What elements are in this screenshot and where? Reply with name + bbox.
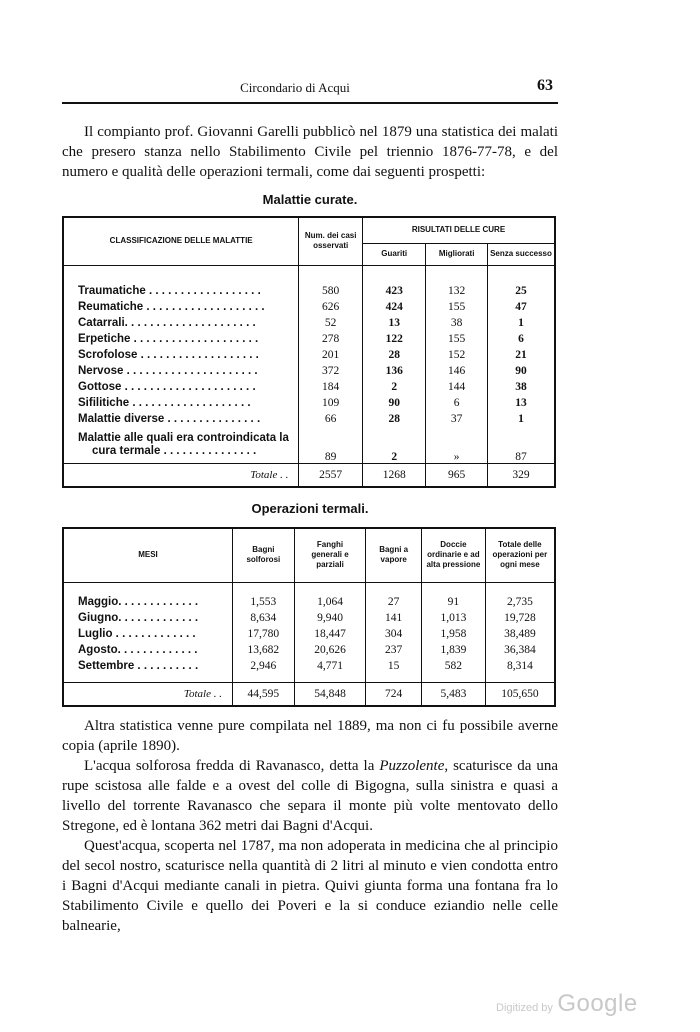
- cell-month-total: 19,728: [485, 610, 555, 626]
- col-healed: Guariti: [363, 243, 426, 265]
- cell-healed: 90: [363, 395, 426, 411]
- cell-sulphur: 17,780: [232, 626, 294, 642]
- cell-no-success: 38: [487, 379, 555, 395]
- table2-caption: Operazioni termali.: [251, 501, 369, 516]
- col-classification: CLASSIFICAZIONE DELLE MALATTIE: [63, 217, 299, 265]
- cell-no-success: 1: [487, 315, 555, 331]
- table-row: [63, 299, 555, 315]
- cell-no-success: 90: [487, 363, 555, 379]
- cell-month-total: 8,314: [485, 658, 555, 674]
- page-number: 63: [537, 77, 553, 94]
- cell-improved: 155: [426, 331, 488, 347]
- cell-cases: 201: [299, 347, 363, 363]
- diseases-table: [62, 216, 556, 488]
- row-label: Giugno. . . . . . . . . . . . .: [78, 612, 199, 624]
- total-row: [63, 463, 555, 487]
- col-month-total: Totale delle operazioni per ogni mese: [485, 528, 555, 582]
- cell-sulphur: 13,682: [232, 642, 294, 658]
- cell-no-success: 1: [487, 411, 555, 427]
- row-label: Reumatiche . . . . . . . . . . . . . . . . . . .: [78, 301, 265, 313]
- table-row: [63, 363, 555, 379]
- total-label: Totale . .: [63, 682, 232, 706]
- col-results: RISULTATI DELLE CURE: [363, 217, 556, 243]
- cell-improved: 38: [426, 315, 488, 331]
- cell-sulphur: 8,634: [232, 610, 294, 626]
- cell-cases: 52: [299, 315, 363, 331]
- cell-improved: 37: [426, 411, 488, 427]
- cell-healed: 28: [363, 411, 426, 427]
- cell-month-total: 36,384: [485, 642, 555, 658]
- cell-sulphur: 1,553: [232, 594, 294, 610]
- row-label: Erpetiche . . . . . . . . . . . . . . . . . . . .: [78, 333, 259, 345]
- cell-healed: 423: [363, 283, 426, 299]
- cell-cases: 109: [299, 395, 363, 411]
- watermark-prefix: Digitized by: [496, 1002, 553, 1014]
- cell-improved: 144: [426, 379, 488, 395]
- cell-mud: 9,940: [294, 610, 366, 626]
- table-row: [63, 411, 555, 427]
- cell-no-success: 13: [487, 395, 555, 411]
- table-row: [63, 347, 555, 363]
- cell-mud: 18,447: [294, 626, 366, 642]
- cell-steam: 304: [366, 626, 422, 642]
- cell-showers: 582: [422, 658, 486, 674]
- cell-month-total: 2,735: [485, 594, 555, 610]
- cell-steam: 15: [366, 658, 422, 674]
- table-row: [63, 395, 555, 411]
- row-label-line2: cura termale . . . . . . . . . . . . . . .: [92, 444, 257, 457]
- col-showers: Doccie ordinarie e ad alta pressione: [422, 528, 486, 582]
- cell-healed: 424: [363, 299, 426, 315]
- cell-cases: 626: [299, 299, 363, 315]
- cell-mud: 20,626: [294, 642, 366, 658]
- total-mud: 54,848: [294, 682, 366, 706]
- paragraph: L'acqua solforosa fredda di Ravanasco, detta la Puzzolente, scaturisce da una rupe scistosa alle falde e a ovest del colle di Bigogna, sulla sinistra e quasi a livello del torrente Ravanasco che separa il monte più volte mentovato dello Stregone, ed è lontana 362 metri dai Bagni d'Acqui.: [62, 758, 558, 834]
- cell-showers: 1,013: [422, 610, 486, 626]
- cell-healed: 13: [363, 315, 426, 331]
- row-label: Scrofolose . . . . . . . . . . . . . . . . . . .: [78, 349, 259, 361]
- col-steam: Bagni a vapore: [366, 528, 422, 582]
- cell-cases: 184: [299, 379, 363, 395]
- cell-improved: 152: [426, 347, 488, 363]
- cell-no-success: 21: [487, 347, 555, 363]
- row-label: Settembre . . . . . . . . . .: [78, 660, 199, 672]
- table-row: [63, 658, 555, 674]
- cell-mud: 1,064: [294, 594, 366, 610]
- table-row: [63, 315, 555, 331]
- cell-showers: 91: [422, 594, 486, 610]
- cell-cases: 66: [299, 411, 363, 427]
- total-row: [63, 682, 555, 706]
- header-rule: [62, 102, 558, 104]
- total-no-success: 329: [487, 463, 555, 487]
- col-no-success: Senza successo: [487, 243, 555, 265]
- cell-no-success: 25: [487, 283, 555, 299]
- row-label: Traumatiche . . . . . . . . . . . . . . . . . .: [78, 285, 261, 297]
- running-header-title: Circondario di Acqui: [240, 80, 350, 95]
- cell-showers: 1,839: [422, 642, 486, 658]
- cell-improved: 146: [426, 363, 488, 379]
- cell-month-total: 38,489: [485, 626, 555, 642]
- cell-no-success: 6: [487, 331, 555, 347]
- row-label: Agosto. . . . . . . . . . . . .: [78, 644, 198, 656]
- cell-cases: 89: [299, 427, 363, 463]
- row-label: Sifilitiche . . . . . . . . . . . . . . . . . . .: [78, 397, 251, 409]
- table-row: [63, 594, 555, 610]
- cell-healed: 2: [363, 379, 426, 395]
- cell-improved: 6: [426, 395, 488, 411]
- total-healed: 1268: [363, 463, 426, 487]
- table-row: [63, 626, 555, 642]
- table-row: [63, 379, 555, 395]
- row-label: Catarrali. . . . . . . . . . . . . . . . . . . . .: [78, 317, 256, 329]
- cell-mud: 4,771: [294, 658, 366, 674]
- watermark-brand: Google: [557, 990, 638, 1017]
- table-row: [63, 642, 555, 658]
- col-mud: Fanghi generali e parziali: [294, 528, 366, 582]
- table-row: [63, 283, 555, 299]
- row-label: Malattie diverse . . . . . . . . . . . . . . .: [78, 413, 261, 425]
- total-cases: 2557: [299, 463, 363, 487]
- cell-no-success: 47: [487, 299, 555, 315]
- cell-healed: 28: [363, 347, 426, 363]
- col-cases: Num. dei casi osservati: [299, 217, 363, 265]
- table1-caption: Malattie curate.: [262, 192, 358, 207]
- table-row: [63, 610, 555, 626]
- body-text: [62, 716, 558, 936]
- cell-improved: 132: [426, 283, 488, 299]
- row-label: Nervose . . . . . . . . . . . . . . . . . . . . .: [78, 365, 258, 377]
- cell-healed: 2: [363, 427, 426, 463]
- col-sulphur: Bagni solforosi: [232, 528, 294, 582]
- total-sulphur: 44,595: [232, 682, 294, 706]
- row-label-line1: Malattie alle quali era controindicata la: [78, 431, 289, 444]
- thermal-operations-table: [62, 527, 556, 707]
- cell-healed: 136: [363, 363, 426, 379]
- digitized-watermark: [496, 990, 638, 1018]
- table-row: [63, 427, 555, 463]
- total-steam: 724: [366, 682, 422, 706]
- cell-improved: »: [426, 427, 488, 463]
- cell-improved: 155: [426, 299, 488, 315]
- total-label: Totale . .: [63, 463, 299, 487]
- row-label: Maggio. . . . . . . . . . . . .: [78, 596, 199, 608]
- cell-sulphur: 2,946: [232, 658, 294, 674]
- cell-steam: 27: [366, 594, 422, 610]
- paragraph: Quest'acqua, scoperta nel 1787, ma non adoperata in medicina che al principio del secol nostro, scaturisce nella quantità di 2 litri al minuto e vien condotta entro i Bagni d'Acqui mediante canali in pietra. Quivi giunta forma una fontana fra lo Stabilimento Civile e quello dei Poveri e la si conduce eziandio nelle celle balnearie,: [62, 838, 558, 934]
- paragraph: Altra statistica venne pure compilata nel 1889, ma non ci fu possibile averne copia (aprile 1890).: [62, 718, 558, 754]
- col-months: MESI: [63, 528, 232, 582]
- place-name-emphasis: Puzzolente: [379, 758, 445, 774]
- table-row: [63, 331, 555, 347]
- col-improved: Migliorati: [426, 243, 488, 265]
- cell-cases: 372: [299, 363, 363, 379]
- total-grand: 105,650: [485, 682, 555, 706]
- cell-showers: 1,958: [422, 626, 486, 642]
- total-improved: 965: [426, 463, 488, 487]
- cell-steam: 141: [366, 610, 422, 626]
- row-label: Gottose . . . . . . . . . . . . . . . . . . . . .: [78, 381, 256, 393]
- cell-cases: 278: [299, 331, 363, 347]
- cell-cases: 580: [299, 283, 363, 299]
- row-label: Luglio . . . . . . . . . . . . .: [78, 628, 196, 640]
- intro-paragraph: Il compianto prof. Giovanni Garelli pubblicò nel 1879 una statistica dei malati che presero stanza nello Stabilimento Civile pel triennio 1876-77-78, e del numero e qualità delle operazioni termali, come dai seguenti prospetti:: [62, 124, 558, 180]
- cell-steam: 237: [366, 642, 422, 658]
- cell-healed: 122: [363, 331, 426, 347]
- cell-no-success: 87: [487, 427, 555, 463]
- total-showers: 5,483: [422, 682, 486, 706]
